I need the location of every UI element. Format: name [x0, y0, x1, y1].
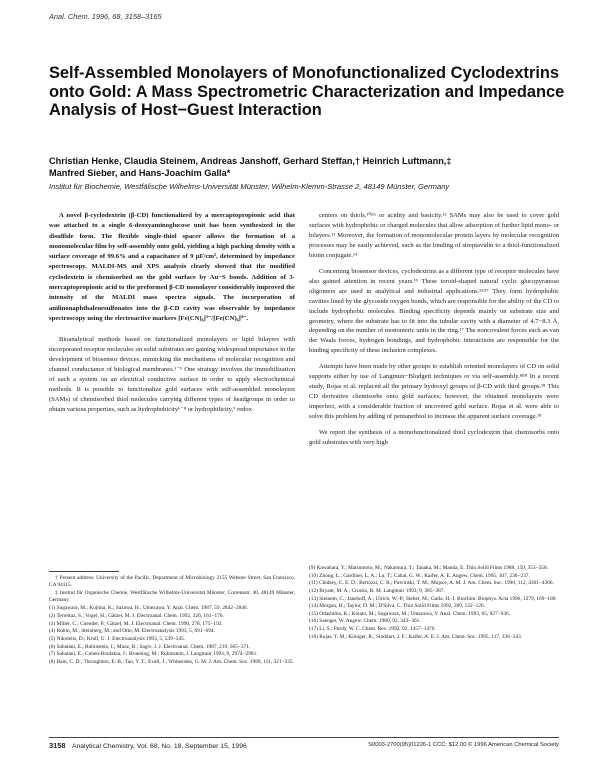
reference-item: (15) Odashima, K.; Kotato, M.; Sugawara, M.; Umezawa, Y. Anal. Chem. 1993, 65, 927−936. — [309, 610, 510, 617]
left-footnotes — [49, 575, 295, 667]
reference-item: (11) Chidsey, C. E. D.; Bertozzi, C. R.; Putvinski, T. M.; Mujsce, A. M. J. Am. Chem. Soc. 1990, 112, 4301−4306. — [309, 580, 554, 587]
journal-citation: Analytical Chemistry, Vol. 68, No. 18, September 15, 1996 — [71, 743, 247, 750]
author-line-2: Manfred Sieber, and Hans-Joachim Galla* — [49, 168, 231, 179]
right-column — [309, 211, 559, 448]
abstract: A novel β-cyclodextrin (β-CD) functionalized by a mercaptopropionic acid that was attached to a single 6-deoxyaminoglucose unit has been synthesized in the disulfide form. The flexible single-thiol spacer allows the formation of a monomolecular film by self-assembly onto gold, yielding a high packing density with a surface coverage of 99.6% and a capacitance of 9 μF/cm², determined by impedance spectroscopy. MALDI-MS and XPS analysis clearly showed that the modified cyclodextrin is chemisorbed on the gold surface by Au−S bonds. Addition of 3-mercaptopropionic acid to the preformed β-CD monolayer considerably improved the intensity of the MALDI mass spectra signals. The incorporation of anilinonaphthalenesulfonates into the β-CD cavity was observable by impedance spectroscopy using the electroactive markers [Fe(CN)₆]³⁻/[Fe(CN)₆]⁴⁻. — [49, 212, 295, 322]
reference-item: (2) Terrettaz, S.; Vogel, H.; Gätzel, M. J. Electroanal. Chem. 1992, 326, 161−176. — [49, 613, 224, 620]
body-paragraph-1: centers on thiols,¹⁰ʲ¹¹ or acidity and basicity.¹² SAMs may also be used to cover gold surfaces with hydrophobic or charged molecules that allow adsorption of further lipid mono- or bilayers.¹³ Moreover, the formation of monomolecular protein layers by molecular recognition processes may be easily achieved, such as the binding of streptavidin to a thiol-functionalized biotin conjugate.¹⁴ — [309, 212, 559, 259]
reference-item: (8) Bain, C. D.; Throughton, E. B.; Tao, Y. T.; Evall, J.; Whitesides, G. M. J. Am. Chem. Soc. 1989, 111, 321−335. — [49, 658, 294, 665]
reference-item: (5) Nikolelis, D.; Krull, U. J. Electroanalysis 1993, 5, 539−545. — [49, 635, 186, 642]
body-paragraph-4: We report the synthesis of a monofunctionalized thiol cyclodextrin that chemisorbs onto gold substrates with very high — [309, 429, 559, 447]
footnote: † Present address: University of the Pacific, Department of Microbiology 2155 Webster Street, San Francisco, CA 94115. — [49, 575, 295, 589]
author-list — [49, 155, 569, 180]
affiliation: Institut für Biochemie, Westfälische Wilhelms-Universität Münster, Wilhelm-Klemm-Strasse 2, 48149 Münster, Germany — [49, 182, 450, 191]
body-paragraph-2: Concerning biosensor devices, cyclodextrins as a different type of receptor molecules have also gained attention in recent years.¹⁵ These toroid-shaped natural cyclic glucopyranose oligomers are used in analytical and industrial applications.¹⁶ʲ¹⁷ They form hydrophobic cavities lined by the glycoside oxygen bonds, which are responsible for the ability of the CD to include hydrophobic molecules. Binding specificity depends mainly on substrate size and geometry, where the substrate has to fit into the tubular cavity with a diameter of 4.7−8.3 Å, depending on the number of monomeric units in the ring.¹⁷ The noncovalent forces such as van der Waals forces, hydrogen bondings, and hydrophobic interactions are responsible for the binding specificity of these inclusion complexes. — [309, 267, 559, 355]
reference-item: (4) Rubin, M.; Steinberg, M.; and Otto, M. Electroanalysis 1993, 5, 691−694. — [49, 628, 215, 635]
left-column — [49, 211, 295, 415]
reference-item: (10) Zhong, L.; Gardiner, L. A.; Lu, T.; Cahal, G. W.; Kaifer, A. E. Angew. Chem. 1995, 107, 236−237. — [309, 572, 530, 579]
reference-item: (14) Morgan, H.; Taylor, D. M.; D'Silva, C. Thin Solid Films 1992, 209, 122−126. — [309, 603, 486, 610]
reference-item: (12) Bryant, M. A.; Crooks, R. M. Langmuir 1993, 9, 385−387. — [309, 587, 445, 594]
footer-rule — [49, 737, 559, 738]
reference-item: (17) Li, S.; Purdy, W. C. Chem. Rev. 1992, 92, 1457−1470. — [309, 626, 436, 633]
reference-item: (9) Kawahara, Y.; Matsumoto, M.; Nakamura, T.; Tanaka, M.; Manda, E. Thin Solid Films 1988, 159, 353−358. — [309, 565, 548, 571]
reference-item: (16) Saenger, W. Angew. Chem. 1980, 92, 343−361. — [309, 618, 421, 625]
page-footer — [49, 741, 247, 750]
reference-item: (7) Sabatani, E.; Cohen-Boulakia, J.; Bruening, M.; Rubinstein, I. Langmuir 1993, 9, 2974−2981. — [49, 651, 258, 658]
reference-item: (1) Sugawara, M.; Kojima, K.; Sazawa, H.; Umezawa, Y. Anal. Chem. 1987, 59, 2842−2846. — [49, 605, 248, 612]
footnote: ‡ Institut für Organische Chemie, Westfälische Wilhelms-Universität Münster, Corrensstr. 40, 48149 Münster, Germany. — [49, 590, 295, 604]
author-line-1: Christian Henke, Claudia Steinem, Andreas Janshoff, Gerhard Steffan,† Heinrich Luftmann,‡ — [49, 156, 452, 166]
reference-item: (13) Steinem, C.; Janshoff, A.; Ulrich, W.-P.; Sieber, M.; Galla, H.-J. Biochim. Biophys. Acta 1996, 1279, 169−180. — [309, 595, 557, 602]
page-number: 3158 — [49, 741, 66, 750]
footnote-rule — [49, 571, 119, 572]
reference-item: (18) Rojas, T. M.; Königer, R.; Stoddart, J. F.; Kaifer, A. E. J. Am. Chem. Soc. 1995, 117, 336−343. — [309, 633, 523, 640]
copyright-line: S0003-2700(95)01226-1 CCC: $12.00 © 1996 American Chemical Society — [368, 742, 559, 748]
reference-item: (6) Sabatani, E.; Rubinstein, I.; Maoz, R.; Sagiv, J. J. Electroanal. Chem. 1987, 219, 365−371. — [49, 643, 251, 650]
reference-item: (3) Miller, C.; Cuendet, P.; Gätzel, M. J. Electroanal. Chem. 1990, 278, 175−192. — [49, 620, 223, 627]
body-paragraph-3: Attempts have been made by other groups to establish oriented monolayers of CD on solid supports either by use of Langmuir−Blodgett techniques or via self-assembly.⁸ʲ¹⁸ In a recent study, Rojas et al. replaced all the primary hydroxyl groups of β-CD with thiol groups.¹⁸ This CD derivative chemisorbs onto gold surfaces; however, the obtained monolayers were imperfect, with a considerable fraction of uncovered gold surface. Rojas et al. were able to solve this problem by adding of pentanethiol to increase the apparent surface coverage.¹⁸ — [309, 363, 559, 421]
running-head: Anal. Chem. 1996, 68, 3158–3165 — [49, 12, 162, 21]
right-references — [309, 565, 559, 641]
article-title: Self-Assembled Monolayers of Monofunctionalized Cyclodextrins onto Gold: A Mass Spectrometric Characterization and Impedance Analysis of Host−Guest Interaction — [49, 64, 565, 120]
intro-paragraph: Bioanalytical methods based on functionalized monolayers or lipid bilayers with incorporated receptor molecules on solid substrates are gaining widespread importance in the development of biosensor devices, mimicking the mechanisms of molecular recognition and channel conductance of biological membranes.¹⁻⁵ One strategy involves the immobilization of such a system on an electrical conductive surface in order to apply electrochemical methods. It is possible to functionalize gold surfaces with self-assembled monolayers (SAMs) of chemisorbed thiol molecules carrying different types of headgroups in order to obtain various properties, such as hydrophobicity⁶⁻⁸ or hydrophilicity,⁹ redox — [49, 336, 295, 413]
